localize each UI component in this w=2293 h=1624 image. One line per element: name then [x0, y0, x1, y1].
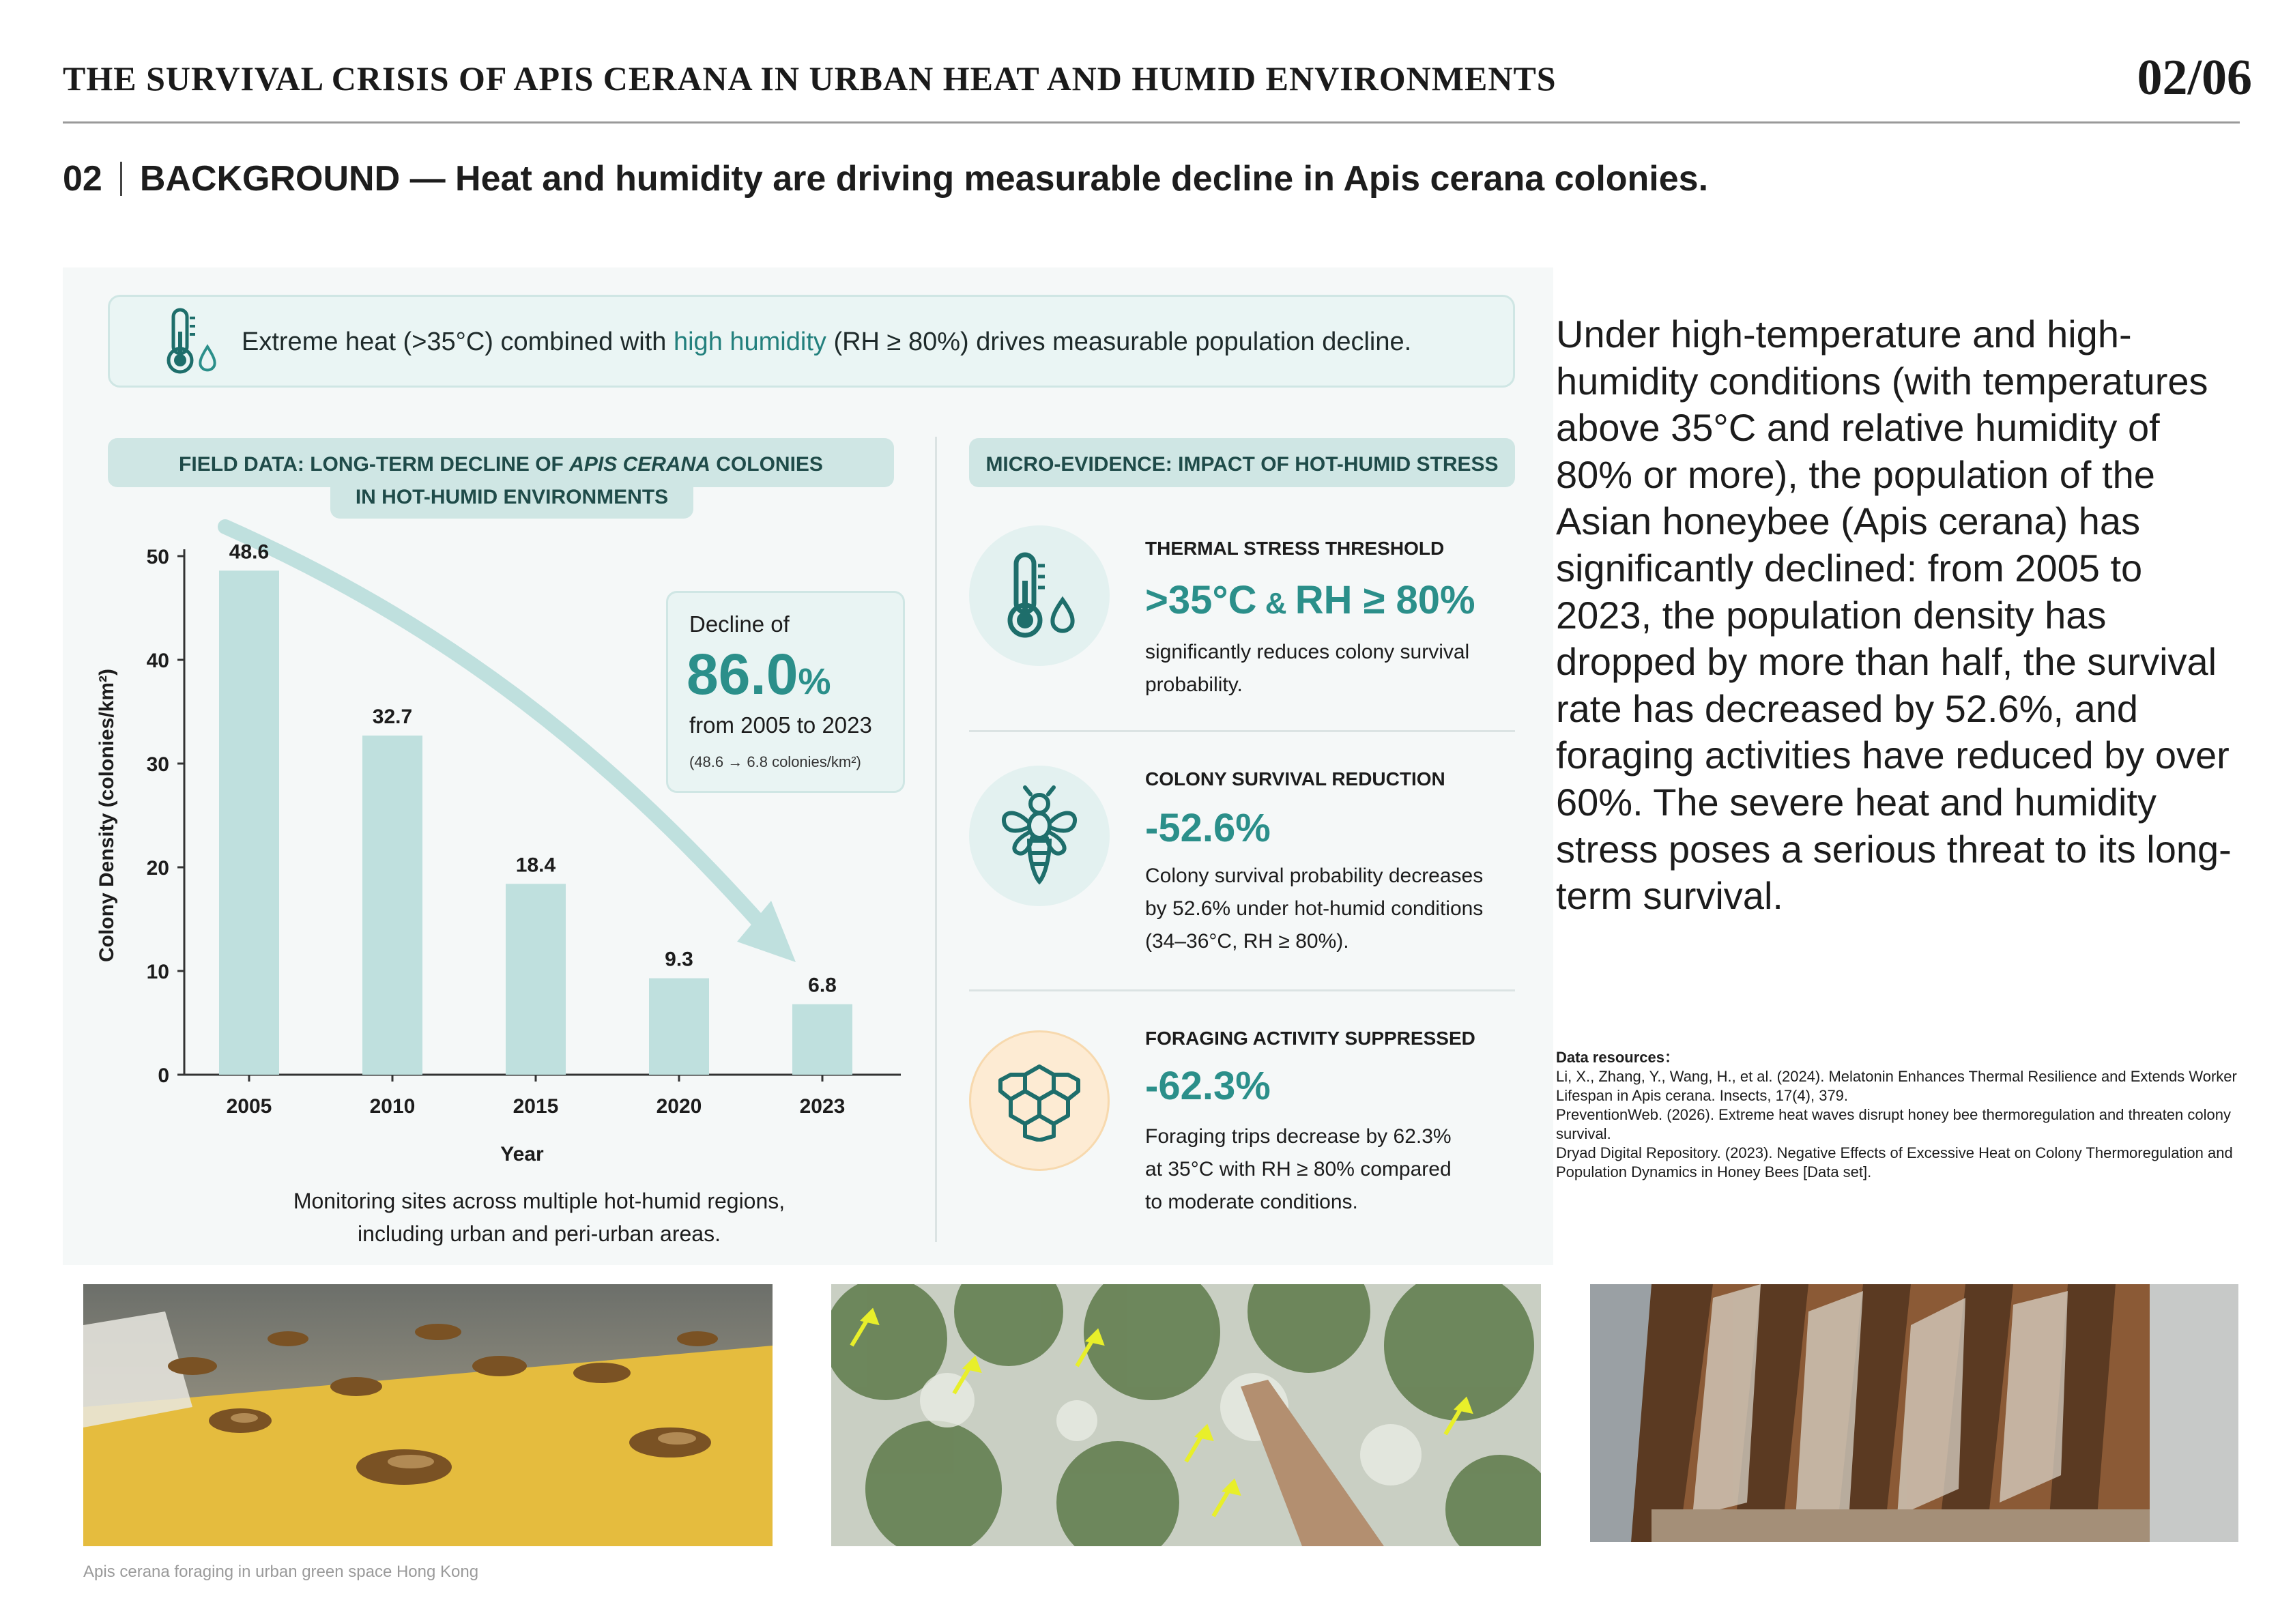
metric-divider-2 — [969, 989, 1515, 991]
banner-highlight: high humidity — [673, 328, 826, 356]
y-tick-label: 10 — [146, 961, 169, 983]
photo-caption: Apis cerana foraging in urban green space Hong Kong — [83, 1563, 479, 1581]
callout-unit: % — [798, 661, 831, 702]
column-divider — [935, 437, 937, 1242]
bees-photo-illustration — [83, 1284, 773, 1546]
metric-desc-3-line3: to moderate conditions. — [1145, 1191, 1358, 1213]
data-sources-title: Data resources： — [1556, 1049, 1679, 1066]
monitoring-note — [205, 1185, 874, 1250]
section-title: BACKGROUND — Heat and humidity are driving measurable decline in Apis cerana colonies. — [139, 159, 1709, 199]
honeycomb-icon — [995, 1060, 1084, 1142]
metric-desc-2 — [1145, 860, 1514, 958]
monitoring-note-line2: including urban and peri-urban areas. — [358, 1221, 721, 1246]
bar-value-label: 48.6 — [229, 540, 270, 564]
section-heading — [63, 158, 1708, 199]
field-data-title-em: APIS CERANA — [569, 453, 710, 476]
metric-desc-2-line2: by 52.6% under hot-humid conditions — [1145, 897, 1484, 920]
x-tick-label: 2005 — [226, 1095, 272, 1118]
callout-value — [687, 641, 831, 708]
metric-desc-2-line1: Colony survival probability decreases — [1145, 865, 1484, 887]
x-tick-label: 2020 — [656, 1095, 702, 1118]
banner-text-start: Extreme heat (>35°C) combined with — [242, 328, 674, 356]
y-tick-label: 50 — [146, 546, 169, 568]
metric-desc-2-line3: (34–36°C, RH ≥ 80%). — [1145, 930, 1349, 953]
data-source-2: PreventionWeb. (2026). Extreme heat waves disrupt honey bee thermoregulation and threaten colony survival. — [1556, 1106, 2231, 1142]
section-divider — [120, 162, 122, 196]
metric-desc-3-line1: Foraging trips decrease by 62.3% — [1145, 1125, 1452, 1148]
metric-desc-1-line1: significantly reduces colony survival — [1145, 641, 1470, 663]
metric-divider-1 — [969, 730, 1515, 732]
bar — [506, 884, 566, 1075]
metric-desc-1 — [1145, 636, 1514, 701]
y-tick-label: 30 — [146, 753, 169, 776]
callout-range: from 2005 to 2023 — [689, 712, 872, 738]
bees-on-yellow-board-photo — [83, 1284, 773, 1546]
y-tick-label: 40 — [146, 650, 169, 672]
metric-value-1b: RH ≥ 80% — [1295, 578, 1475, 622]
metric-desc-1-line2: probability. — [1145, 673, 1243, 696]
x-tick-label: 2023 — [799, 1095, 846, 1118]
x-tick-label: 2010 — [369, 1095, 416, 1118]
metric-icon-circle-1 — [969, 525, 1110, 666]
tree-photo-illustration — [831, 1284, 1541, 1546]
metric-title-2: COLONY SURVIVAL REDUCTION — [1145, 768, 1445, 789]
tree-canopy-with-arrows-photo — [831, 1284, 1541, 1546]
x-tick-label: 2015 — [513, 1095, 559, 1118]
callout-label: Decline of — [689, 611, 790, 637]
field-data-title-a: FIELD DATA: LONG-TERM DECLINE OF — [179, 453, 570, 476]
metric-value-1 — [1145, 577, 1475, 623]
y-tick-label: 20 — [146, 857, 169, 880]
header-rule — [63, 121, 2240, 124]
bar — [792, 1004, 852, 1075]
data-source-1: Li, X., Zhang, Y., Wang, H., et al. (2024). Melatonin Enhances Thermal Resilience and Extends Worker Lifespan in Apis cerana. Insects, 17(4), 379. — [1556, 1068, 2237, 1104]
page-number: 02/06 — [2137, 50, 2252, 106]
callout-detail: (48.6 → 6.8 colonies/km²) — [689, 753, 861, 770]
metric-value-2: -52.6% — [1145, 806, 1271, 850]
metric-value-1a: >35°C — [1145, 578, 1257, 622]
bar-value-label: 9.3 — [665, 948, 693, 971]
honeycomb-hive-photo — [1590, 1284, 2238, 1542]
metric-desc-3 — [1145, 1120, 1514, 1219]
bar — [649, 978, 709, 1075]
hive-photo-illustration — [1590, 1284, 2238, 1542]
metric-title-1: THERMAL STRESS THRESHOLD — [1145, 538, 1445, 559]
callout-number: 86.0 — [687, 642, 798, 706]
data-source-3: Dryad Digital Repository. (2023). Negative Effects of Excessive Heat on Colony Thermoregulation and Population Dynamics in Honey Bees [Data set]. — [1556, 1144, 2233, 1180]
field-data-title-line2: IN HOT-HUMID ENVIRONMENTS — [355, 486, 669, 508]
document-title: THE SURVIVAL CRISIS OF APIS CERANA IN URBAN HEAT AND HUMID ENVIRONMENTS — [63, 59, 1557, 98]
banner-text-end: (RH ≥ 80%) drives measurable population decline. — [826, 328, 1412, 356]
x-axis-title: Year — [500, 1143, 544, 1165]
thermometer-droplet-icon — [998, 548, 1080, 643]
body-paragraph: Under high-temperature and high-humidity conditions (with temperatures above 35°C and relative humidity of 80% or more), the population of the Asian honeybee (Apis cerana) has significantly declined: from 2005 to 2023, the population density has dropped by more than half, the survival rate has decreased by 52.6%, and foraging activities have reduced by over 60%. The severe heat and humidity stress poses a serious threat to its long-term survival. — [1556, 313, 2232, 918]
banner-text — [242, 328, 1411, 357]
y-tick-label: 0 — [158, 1064, 169, 1087]
metric-desc-3-line2: at 35°C with RH ≥ 80% compared — [1145, 1158, 1452, 1180]
field-data-title-b: COLONIES — [710, 453, 823, 476]
section-number: 02 — [63, 159, 102, 199]
bar — [219, 570, 279, 1075]
bar-value-label: 18.4 — [515, 854, 556, 877]
metric-icon-circle-3 — [969, 1030, 1110, 1171]
bee-icon — [995, 785, 1084, 887]
metric-value-1-amp: & — [1256, 587, 1295, 620]
bar-value-label: 32.7 — [372, 705, 413, 728]
data-sources — [1556, 1048, 2238, 1182]
thermometer-droplet-icon — [158, 304, 220, 381]
monitoring-note-line1: Monitoring sites across multiple hot-humid regions, — [293, 1189, 785, 1213]
field-data-title — [108, 453, 894, 476]
y-axis-title: Colony Density (colonies/km²) — [96, 668, 118, 963]
metric-value-3: -62.3% — [1145, 1064, 1271, 1108]
bar-value-label: 6.8 — [808, 974, 837, 997]
bar — [362, 736, 422, 1075]
metric-icon-circle-2 — [969, 766, 1110, 906]
metric-title-3: FORAGING ACTIVITY SUPPRESSED — [1145, 1028, 1475, 1049]
micro-evidence-title: MICRO-EVIDENCE: IMPACT OF HOT-HUMID STRESS — [985, 453, 1499, 476]
